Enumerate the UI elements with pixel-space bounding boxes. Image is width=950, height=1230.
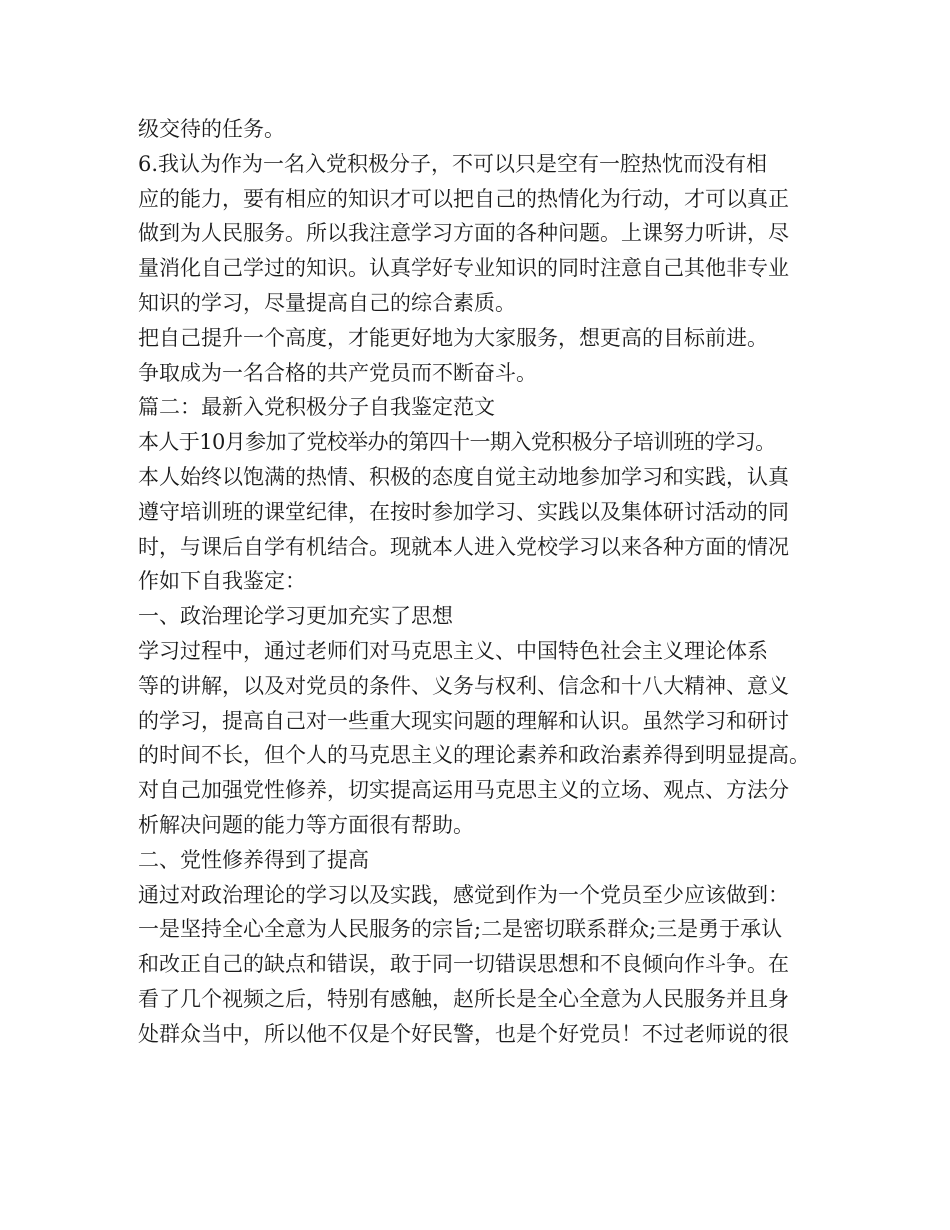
text-line: 的学习，提高自己对一些重大现实问题的理解和认识。虽然学习和研讨 bbox=[138, 708, 789, 733]
text-line: 级交待的任务。 bbox=[138, 117, 285, 141]
text-line: 本人于10月参加了党校举办的第四十一期入党积极分子培训班的学习。 bbox=[138, 430, 776, 455]
subsection-heading: 二、党性修养得到了提高 bbox=[138, 847, 369, 872]
text-line: 对自己加强党性修养，切实提高运用马克思主义的立场、观点、方法分 bbox=[138, 778, 789, 803]
text-line: 应的能力，要有相应的知识才可以把自己的热情化为行动，才可以真正 bbox=[138, 186, 789, 211]
subsection-heading: 一、政治理论学习更加充实了思想 bbox=[138, 604, 453, 629]
text-line: 时，与课后自学有机结合。现就本人进入党校学习以来各种方面的情况 bbox=[138, 534, 789, 559]
text-line: 通过对政治理论的学习以及实践，感觉到作为一个党员至少应该做到： bbox=[138, 882, 789, 907]
text-line: 看了几个视频之后，特别有感触，赵所长是全心全意为人民服务并且身 bbox=[138, 986, 789, 1011]
text-line: 作如下自我鉴定： bbox=[138, 569, 306, 594]
text-line: 等的讲解，以及对党员的条件、义务与权利、信念和十八大精神、意义 bbox=[138, 673, 789, 698]
text-line: 遵守培训班的课堂纪律，在按时参加学习、实践以及集体研讨活动的同 bbox=[138, 499, 789, 524]
text-line: 量消化自己学过的知识。认真学好专业知识的同时注意自己其他非专业 bbox=[138, 256, 789, 281]
text-line: 做到为人民服务。所以我注意学习方面的各种问题。上课努力听讲，尽 bbox=[138, 221, 789, 246]
text-line: 的时间不长，但个人的马克思主义的理论素养和政治素养得到明显提高。 bbox=[138, 743, 810, 768]
text-line: 学习过程中，通过老师们对马克思主义、中国特色社会主义理论体系 bbox=[138, 638, 768, 663]
section-heading: 篇二：最新入党积极分子自我鉴定范文 bbox=[138, 395, 495, 420]
text-line: 把自己提升一个高度，才能更好地为大家服务，想更高的目标前进。 bbox=[138, 325, 768, 350]
text-line: 一是坚持全心全意为人民服务的宗旨;二是密切联系群众;三是勇于承认 bbox=[138, 917, 783, 942]
text-line: 本人始终以饱满的热情、积极的态度自觉主动地参加学习和实践，认真 bbox=[138, 464, 789, 489]
text-line: 知识的学习，尽量提高自己的综合素质。 bbox=[138, 290, 516, 315]
document-body bbox=[138, 112, 828, 1052]
text-line: 处群众当中，所以他不仅是个好民警，也是个好党员！不过老师说的很 bbox=[138, 1021, 789, 1046]
text-line: 6.我认为作为一名入党积极分子，不可以只是空有一腔热忱而没有相 bbox=[138, 151, 768, 176]
text-line: 析解决问题的能力等方面很有帮助。 bbox=[138, 812, 474, 837]
text-line: 争取成为一名合格的共产党员而不断奋斗。 bbox=[138, 360, 537, 385]
text-line: 和改正自己的缺点和错误，敢于同一切错误思想和不良倾向作斗争。在 bbox=[138, 952, 789, 977]
